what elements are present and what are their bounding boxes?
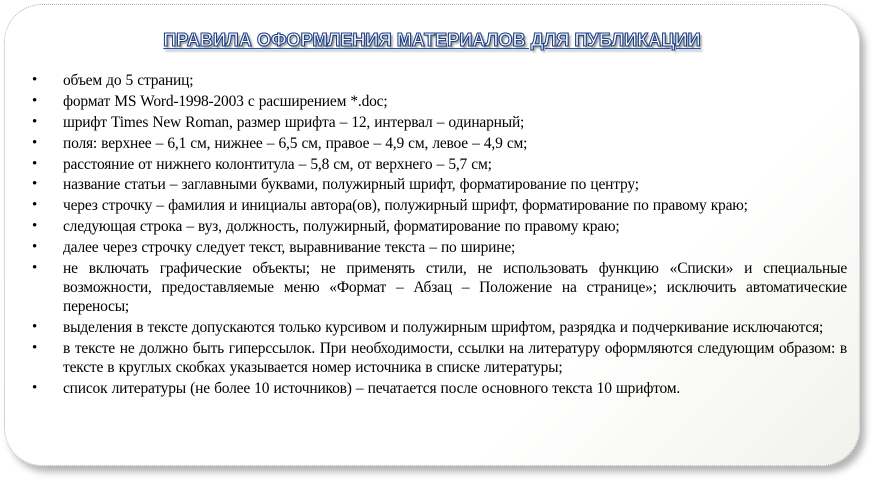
list-item-text: в тексте не должно быть гиперссылок. При необходимости, ссылки на литературу оформляются следующим образом: в тексте в круглых скобках указывается номер источника в списке литературы; [63, 339, 847, 376]
bullet-icon: • [32, 339, 38, 356]
list-item [32, 379, 847, 398]
bullet-icon: • [32, 72, 38, 88]
list-item [32, 175, 847, 194]
page-title: ПРАВИЛА ОФОРМЛЕНИЯ МАТЕРИАЛОВ ДЛЯ ПУБЛИКАЦИИ [163, 30, 701, 50]
bullet-icon: • [32, 113, 38, 130]
list-item-text: выделения в тексте допускаются только курсивом и полужирным шрифтом, разрядка и подчеркивание исключаются; [63, 318, 824, 336]
list-item [32, 134, 847, 153]
list-item-text: поля: верхнее – 6,1 см, нижнее – 6,5 см, правое – 4,9 см, левое – 4,9 см; [63, 134, 528, 152]
list-item-text: следующая строка – вуз, должность, полужирный, форматирование по правому краю; [63, 218, 620, 236]
list-item [32, 113, 847, 132]
list-item [32, 217, 847, 236]
list-item-text: формат MS Word-1998-2003 с расширением *.doc; [63, 92, 388, 110]
list-item [32, 155, 847, 174]
bullet-icon: • [32, 197, 38, 214]
bullet-icon: • [32, 318, 38, 335]
list-item-text: название статьи – заглавными буквами, полужирный шрифт, форматирование по центру; [63, 176, 639, 194]
list-item [32, 238, 847, 257]
list-item-text: далее через строчку следует текст, выравнивание текста – по ширине; [63, 239, 516, 257]
list-item [32, 71, 847, 90]
list-item [32, 196, 847, 215]
list-item-text: список литературы (не более 10 источников) – печатается после основного текста 10 шрифтом. [63, 379, 681, 397]
list-item [32, 318, 847, 337]
bullet-icon: • [32, 260, 38, 277]
list-item-text: объем до 5 страниц; [63, 72, 194, 89]
list-item [32, 339, 847, 377]
bullet-icon: • [32, 134, 38, 151]
list-item [32, 259, 847, 316]
list-item-text: расстояние от нижнего колонтитула – 5,8 см, от верхнего – 5,7 см; [63, 155, 492, 173]
bullet-icon: • [32, 92, 38, 109]
rules-list [32, 71, 847, 400]
bullet-icon: • [32, 239, 38, 256]
list-item-text: шрифт Times New Roman, размер шрифта – 12, интервал – одинарный; [63, 113, 525, 131]
bullet-icon: • [32, 176, 38, 193]
rules-panel [4, 4, 860, 466]
bullet-icon: • [32, 155, 38, 172]
list-item-text: не включать графические объекты; не применять стили, не использовать функцию «Списки» и специальные возможности, предоставляемые меню «Формат – Абзац – Положение на странице»; исключить автоматические переносы; [63, 260, 847, 316]
bullet-icon: • [32, 218, 38, 235]
bullet-icon: • [32, 379, 38, 396]
list-item-text: через строчку – фамилия и инициалы автора(ов), полужирный шрифт, форматирование по правому краю; [63, 197, 748, 215]
list-item [32, 92, 847, 111]
